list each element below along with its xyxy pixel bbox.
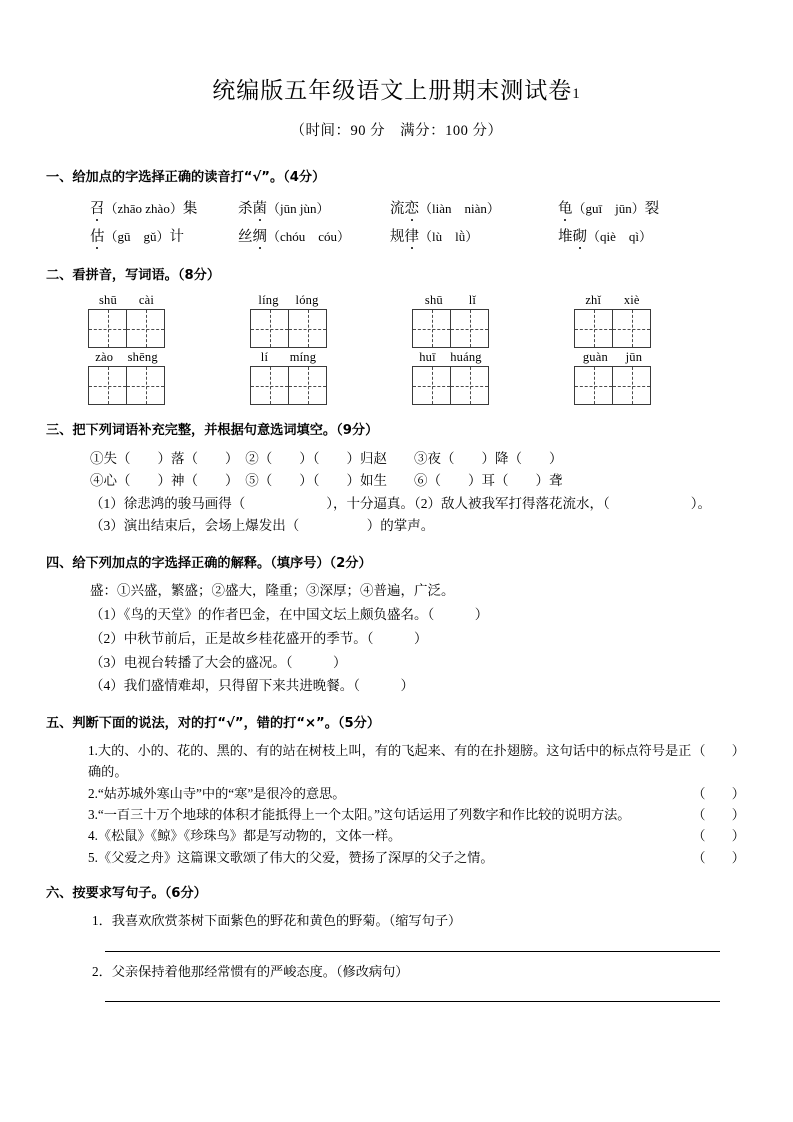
pinyin-options: （chóu cóu） [267,229,351,244]
rewrite-question: 2．父亲保持着他那经常惯有的严峻态度。（修改病句） [92,963,409,979]
grid-cell[interactable] [575,310,612,347]
section-5-body [0,740,793,868]
word-suffix: 裂 [644,201,660,217]
character-grid-box[interactable] [574,366,651,405]
pinyin-options: （liàn niàn） [419,201,500,216]
word-prefix: 丝 [238,229,253,245]
pinyin-choice-item[interactable] [238,225,390,246]
definition-question[interactable]: （4）我们盛情难却，只得留下来共进晚餐。（ ） [90,678,414,694]
grid-cell[interactable] [251,310,288,347]
section-4-heading: 四、给下列加点的字选择正确的解释。（填序号）（2分） [46,556,372,572]
pinyin-syllable: guàn [582,350,608,364]
write-word-row [88,350,793,405]
grid-cell[interactable] [612,310,650,347]
write-word-item[interactable] [412,350,574,405]
rewrite-question: 1．我喜欢欣赏茶树下面紫色的野花和黄色的野菊。（缩写句子） [92,913,462,929]
section-3-heading: 三、把下列词语补充完整，并根据句意选词填空。（9分） [46,423,379,438]
pinyin-choice-row [90,225,793,246]
grid-cell[interactable] [251,367,288,404]
pinyin-syllable: zhǐ [585,293,602,307]
true-false-item[interactable] [88,825,745,846]
pinyin-hint [250,293,327,308]
true-false-item[interactable] [88,783,745,804]
pinyin-hint [88,350,165,365]
definition-question[interactable]: （1）《鸟的天堂》的作者巴金，在中国文坛上颇负盛名。（ ） [90,607,489,623]
write-word-item[interactable] [88,293,250,348]
pinyin-hint [574,350,651,365]
pinyin-syllable: shū [98,293,117,307]
definition-question[interactable]: （3）电视台转播了大会的盛况。（ ） [90,654,347,670]
word-prefix: 杀 [238,201,253,217]
dotted-char: 菌 [253,197,268,218]
write-word-item[interactable] [88,350,250,405]
character-grid-box[interactable] [412,366,489,405]
pinyin-syllable: shēng [127,350,158,364]
answer-bracket[interactable]: （ ） [692,785,745,801]
character-grid-box[interactable] [250,366,327,405]
word-suffix: 集 [182,201,198,217]
definition-list: 盛：①兴盛，繁盛；②盛大，隆重；③深厚；④普遍，广泛。 [90,583,455,599]
answer-bracket[interactable]: （ ） [692,742,745,758]
pinyin-choice-item[interactable] [90,225,238,246]
section-2-body [0,293,793,405]
dotted-char: 绸 [253,225,268,246]
character-grid-box[interactable] [574,309,651,348]
pinyin-choice-row [90,197,793,218]
pinyin-options: （qiè qì） [587,229,652,244]
page-title-main: 统编版五年级语文上册期末测试卷 [212,78,573,103]
section-1-body [0,197,793,246]
pinyin-choice-item[interactable] [558,225,652,246]
character-grid-box[interactable] [250,309,327,348]
pinyin-options: （lù lǜ） [419,229,479,244]
grid-cell[interactable] [450,367,488,404]
pinyin-choice-item[interactable] [238,197,390,218]
word-prefix: 规 [390,229,405,245]
answer-bracket[interactable]: （ ） [692,849,745,865]
grid-cell[interactable] [89,310,126,347]
write-word-item[interactable] [412,293,574,348]
pinyin-choice-item[interactable] [390,225,558,246]
sentence-fill-line[interactable]: （3）演出结束后，会场上爆发出（ ）的掌声。 [90,518,435,534]
character-grid-box[interactable] [88,366,165,405]
write-word-item[interactable] [574,350,736,405]
write-word-row [88,293,793,348]
true-false-item[interactable] [88,740,745,783]
pinyin-syllable: shū [424,293,443,307]
pinyin-syllable: líng [258,293,279,307]
answer-write-line[interactable] [105,1000,720,1002]
true-false-text: 5.《父爱之舟》这篇课文歌颂了伟大的父爱，赞扬了深厚的父子之情。 [88,849,494,865]
true-false-text: 4.《松鼠》《鲸》《珍珠鸟》都是写动物的，文体一样。 [88,828,402,844]
pinyin-hint [574,293,651,308]
pinyin-hint [412,293,489,308]
grid-cell[interactable] [89,367,126,404]
true-false-text: 3.“一百三十万个地球的体积才能抵得上一个太阳。”这句话运用了列数字和作比较的说明方法。 [88,806,631,822]
pinyin-choice-item[interactable] [558,197,659,218]
dotted-char: 恋 [405,197,420,218]
pinyin-options: （gū gǔ） [104,229,170,244]
character-grid-box[interactable] [412,309,489,348]
grid-cell[interactable] [126,310,164,347]
section-2-heading: 二、看拼音，写词语。（8分） [46,268,221,283]
grid-cell[interactable] [413,367,450,404]
character-grid-box[interactable] [88,309,165,348]
word-prefix: 流 [390,201,405,217]
section-1-heading: 一、给加点的字选择正确的读音打“√”。（4分） [46,170,326,185]
pinyin-syllable: lǐ [468,293,477,307]
pinyin-syllable: zào [95,350,114,364]
page-title [0,0,793,105]
grid-cell[interactable] [288,367,326,404]
pinyin-syllable: huáng [450,350,482,364]
grid-cell[interactable] [450,310,488,347]
grid-cell[interactable] [126,367,164,404]
pinyin-options: （zhāo zhào） [104,201,183,216]
pinyin-syllable: xiè [623,293,640,307]
section-6-heading: 六、按要求写句子。（6分） [46,886,207,902]
section-4-body [0,580,793,697]
write-word-item[interactable] [250,293,412,348]
pinyin-syllable: cài [138,293,155,307]
section-6-body [0,910,793,1002]
grid-cell[interactable] [413,310,450,347]
idiom-fill-line[interactable]: ①失（ ）落（ ） ②（ ）（ ）归赵 ③夜（ ）降（ ） [90,451,563,466]
pinyin-syllable: huī [419,350,436,364]
section-3-body [0,448,793,538]
dotted-char: 律 [405,225,420,246]
page-title-number: 1 [572,86,581,102]
pinyin-options: （jūn jùn） [267,201,330,216]
true-false-text: 2.“姑苏城外寒山寺”中的“寒”是很冷的意思。 [88,785,346,801]
dotted-char: 砌 [573,225,588,246]
pinyin-hint [250,350,327,365]
answer-bracket[interactable]: （ ） [692,806,745,822]
sentence-fill-line[interactable]: （1）徐悲鸿的骏马画得（ ），十分逼真。（2）敌人被我军打得落花流水，（ ）。 [90,495,711,511]
exam-subtitle: （时间：90 分 满分：100 分） [290,123,503,139]
write-word-item[interactable] [574,293,736,348]
true-false-item[interactable] [88,847,745,868]
grid-cell[interactable] [288,310,326,347]
pinyin-syllable: jūn [625,350,643,364]
section-5-heading: 五、判断下面的说法，对的打“√”，错的打“×”。（5分） [46,715,381,731]
write-word-item[interactable] [250,350,412,405]
pinyin-choice-item[interactable] [90,197,238,218]
answer-bracket[interactable]: （ ） [692,828,745,844]
pinyin-hint [88,293,165,308]
pinyin-hint [412,350,489,365]
dotted-char: 估 [90,225,105,246]
idiom-fill-line[interactable]: ④心（ ）神（ ） ⑤（ ）（ ）如生 ⑥（ ）耳（ ）聋 [90,473,563,489]
dotted-char: 龟 [558,197,573,218]
pinyin-syllable: lóng [295,293,319,307]
word-prefix: 堆 [558,229,573,245]
grid-cell[interactable] [612,367,650,404]
word-suffix: 计 [169,229,185,245]
definition-question[interactable]: （2）中秋节前后，正是故乡桂花盛开的季节。（ ） [90,630,428,646]
answer-write-line[interactable] [105,950,720,952]
grid-cell[interactable] [575,367,612,404]
pinyin-choice-item[interactable] [390,197,558,218]
pinyin-options: （guī jūn） [572,201,645,216]
true-false-item[interactable] [88,804,745,825]
pinyin-syllable: lí [260,350,269,364]
true-false-text: 1.大的、小的、花的、黑的、有的站在树枝上叫，有的飞起来、有的在扑翅膀。这句话中的标点符号是正确的。 [88,742,692,780]
pinyin-syllable: míng [289,350,317,364]
dotted-char: 召 [90,197,105,218]
